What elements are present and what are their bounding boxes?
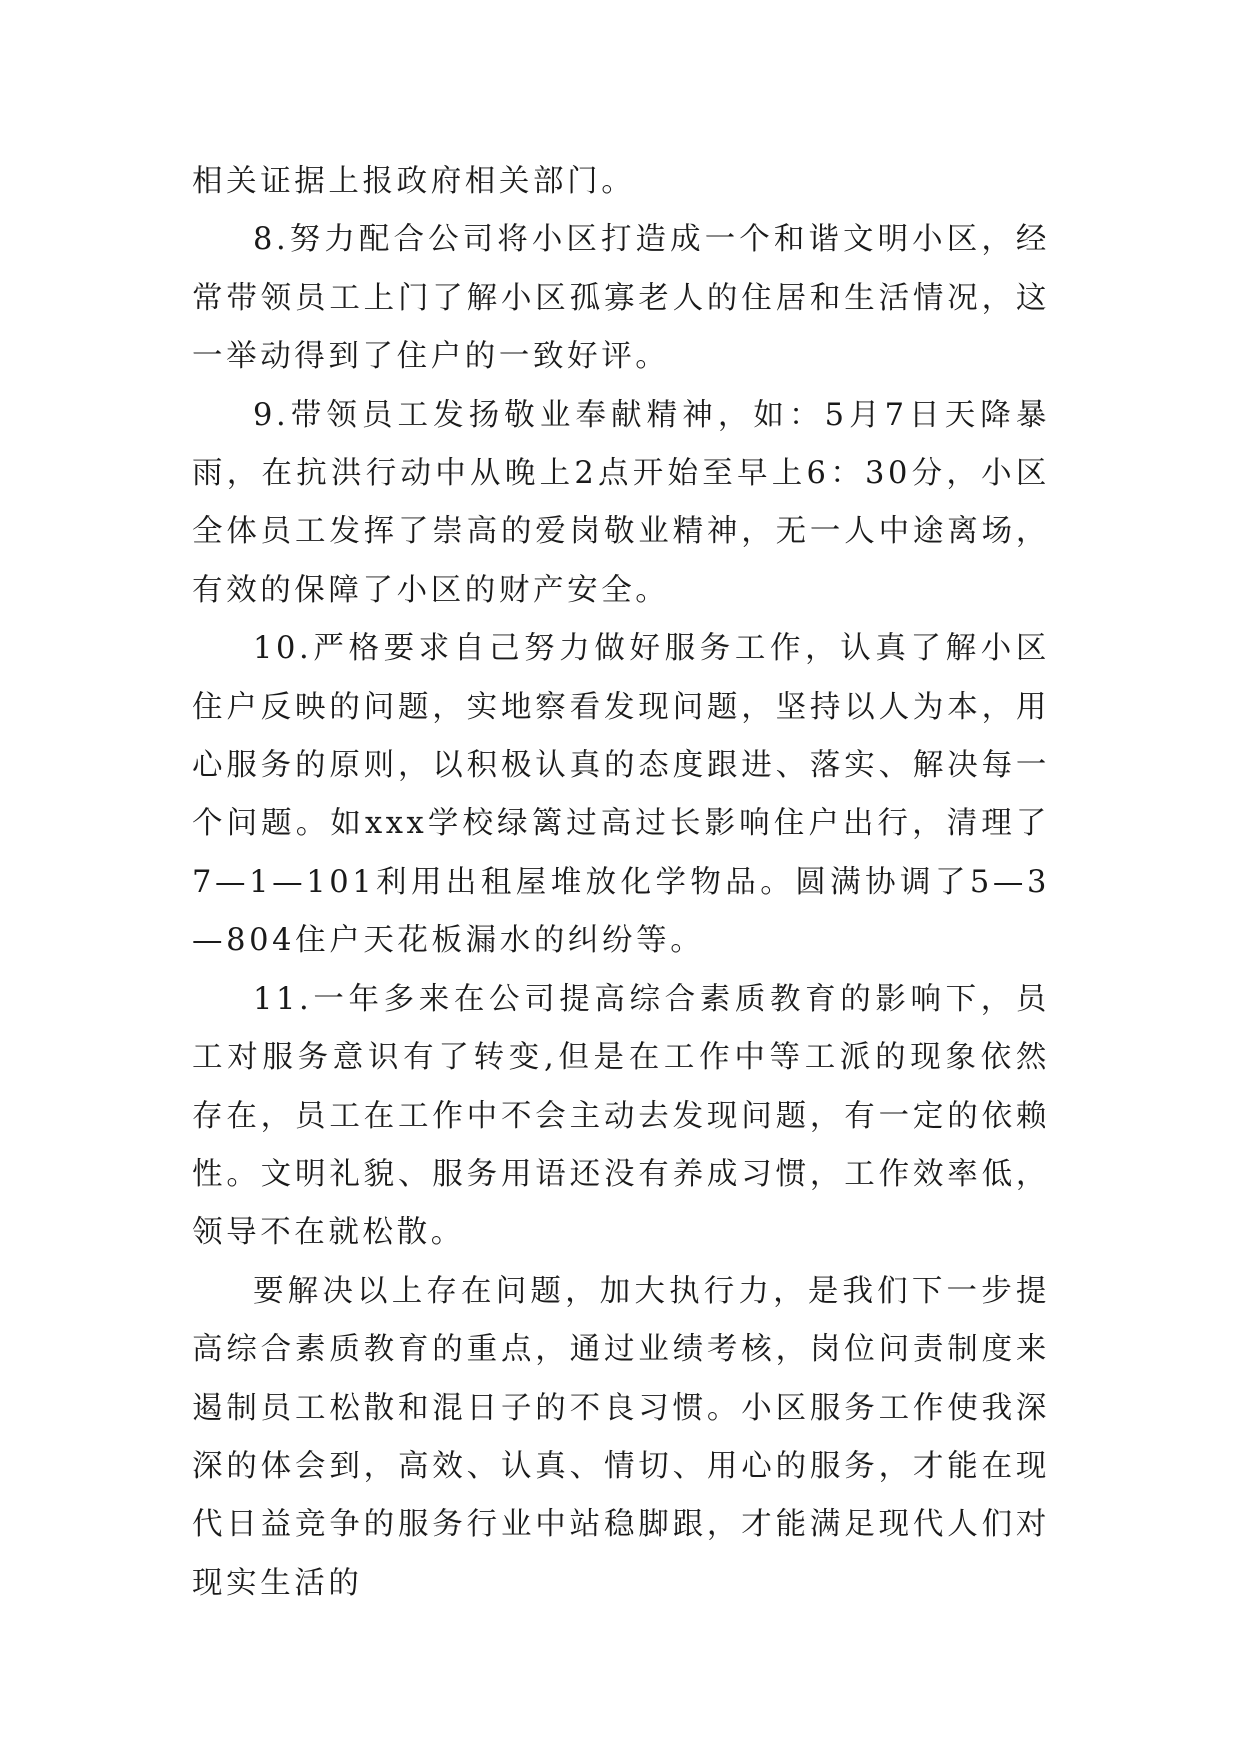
paragraph-continuation: 相关证据上报政府相关部门。 [192,164,636,199]
paragraph-conclusion: 要解决以上存在问题，加大执行力，是我们下一步提高综合素质教育的重点，通过业绩考核，岗位问责制度来遏制员工松散和混日子的不良习惯。小区服务工作使我深深的体会到，高效、认真、情切、用心的服务，才能在现代日益竞争的服务行业中站稳脚跟，才能满足现代人们对现实生活的 [192,1273,1050,1601]
paragraph-item-11: 11.一年多来在公司提高综合素质教育的影响下，员工对服务意识有了转变,但是在工作中等工派的现象依然存在，员工在工作中不会主动去发现问题，有一定的依赖性。文明礼貌、服务用语还没有养成习惯，工作效率低，领导不在就松散。 [192,981,1050,1251]
paragraph-item-8: 8.努力配合公司将小区打造成一个和谐文明小区，经常带领员工上门了解小区孤寡老人的住居和生活情况，这一举动得到了住户的一致好评。 [192,222,1050,375]
document-body [192,153,1050,1613]
paragraph-item-9: 9.带领员工发扬敬业奉献精神，如：5月7日天降暴雨，在抗洪行动中从晚上2点开始至早上6：30分，小区全体员工发挥了崇高的爱岗敬业精神，无一人中途离场，有效的保障了小区的财产安全。 [192,397,1050,608]
paragraph-item-10: 10.严格要求自己努力做好服务工作，认真了解小区住户反映的问题，实地察看发现问题，坚持以人为本，用心服务的原则，以积极认真的态度跟进、落实、解决每一个问题。如xxx学校绿篱过高过长影响住户出行，清理了7—1—101利用出租屋堆放化学物品。圆满协调了5—3—804住户天花板漏水的纠纷等。 [192,631,1050,959]
